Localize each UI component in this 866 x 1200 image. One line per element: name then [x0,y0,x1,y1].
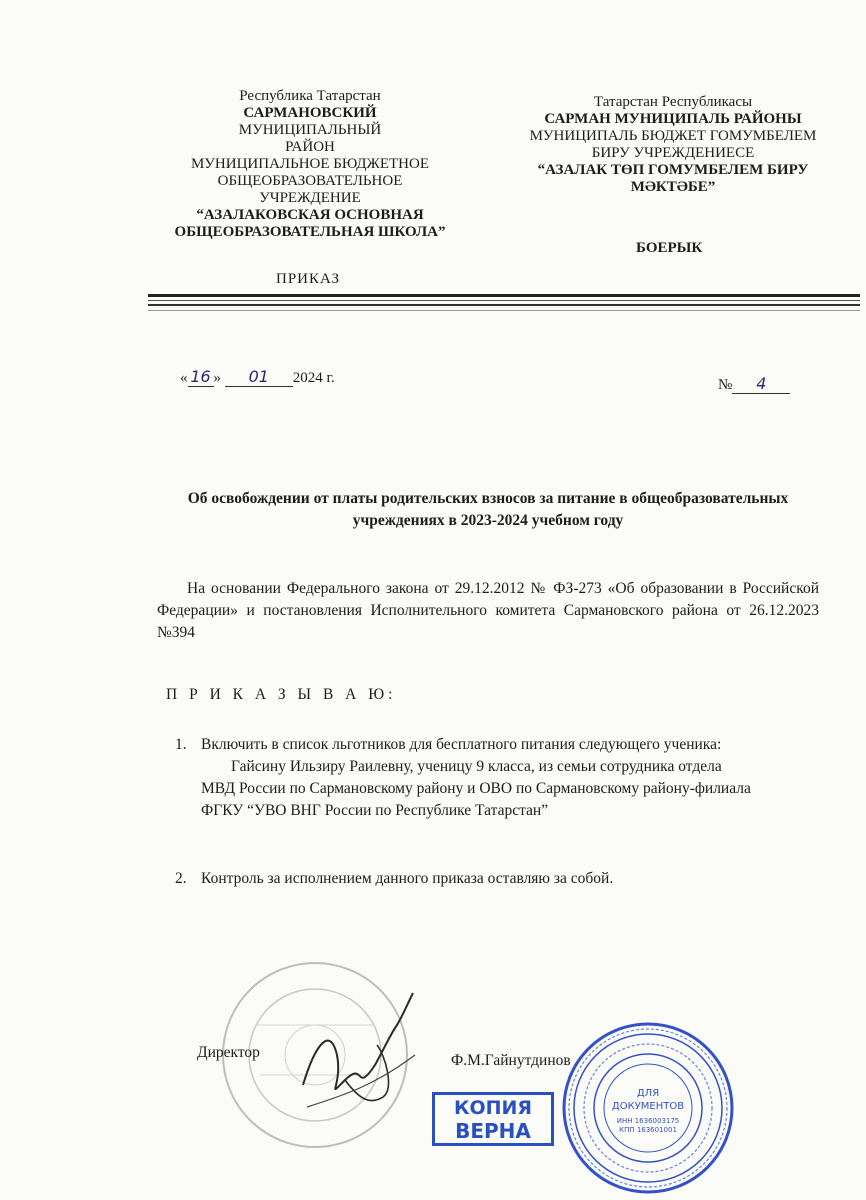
header-divider [148,300,860,301]
signatory-name: Ф.М.Гайнутдинов [451,1052,571,1069]
header-left-line: САРМАНОВСКИЙ [243,105,377,121]
item-detail: Гайсину Ильзиру Раилевну, ученицу 9 класса, из семьи сотрудника отдела [231,758,722,775]
doc-type-tt: БОЕРЫК [636,240,703,256]
header-left-line: Республика Татарстан [239,88,381,104]
date-day: 16 [188,367,214,387]
header-left-line: МУНИЦИПАЛЬНОЕ БЮДЖЕТНОЕ [190,156,430,172]
header-right-line: САРМАН МУНИЦИПАЛЬ РАЙОНЫ [544,111,802,127]
date-year: 2024 г. [292,370,335,386]
item-number: 2. [175,870,187,887]
order-date [180,367,335,387]
header-left-line: ОБЩЕОБРАЗОВАТЕЛЬНОЕ [217,173,403,189]
seal-kpp: КПП 163601001 [619,1126,677,1134]
seal-center-line: ДЛЯ [636,1088,660,1099]
item-text: Включить в список льготников для бесплатного питания следующего ученика: [201,736,722,753]
seal-center-line: ДОКУМЕНТОВ [611,1101,685,1112]
copy-stamp-line: КОПИЯ [453,1097,533,1119]
basis-paragraph: На основании Федерального закона от 29.12.2012 № ФЗ-273 «Об образовании в Российской Федерации» и постановления Исполнительного комитета Сармановского района от 26.12.2023 №394 [157,580,819,641]
date-quote-close: » [213,370,221,386]
order-directive: П Р И К А З Ы В А Ю: [166,686,397,703]
header-left [150,88,470,241]
list-item [175,868,815,890]
date-quote-open: « [180,370,188,386]
number-value: 4 [732,374,790,394]
doc-type-ru: ПРИКАЗ [276,271,340,287]
signatory-role: Директор [197,1044,260,1061]
header-divider [148,304,860,306]
header-left-line: УЧРЕЖДЕНИЕ [259,190,361,206]
item-number: 1. [175,736,187,753]
header-right-line: МӘКТӘБЕ” [630,179,716,195]
header-divider [148,294,860,297]
header-divider [148,310,860,311]
header-left-line: ОБЩЕОБРАЗОВАТЕЛЬНАЯ ШКОЛА” [174,224,446,240]
item-text: Контроль за исполнением данного приказа оставляю за собой. [201,870,614,887]
title-line: учреждениях в 2023-2024 учебном году [352,512,624,529]
header-right-line: “АЗАЛАК ТӨП ГОМУМБЕЛЕМ БИРУ [537,162,809,178]
official-seal-icon [560,1020,736,1196]
header-left-line: “АЗАЛАКОВСКАЯ ОСНОВНАЯ [196,207,424,223]
title-line: Об освобождении от платы родительских взносов за питание в общеобразовательных [187,490,789,507]
list-item [175,734,815,822]
copy-stamp-line: ВЕРНА [455,1119,531,1143]
header-left-line: РАЙОН [285,139,335,155]
number-sign: № [718,377,733,393]
seal-inn: ИНН 1636003175 [616,1117,680,1125]
header-left-line: МУНИЦИПАЛЬНЫЙ [238,122,382,138]
header-right-line: БИРУ УЧРЕЖДЕНИЕСЕ [591,145,755,161]
order-title [150,488,826,532]
item-detail: ФГКУ “УВО ВНГ России по Республике Татарстан” [201,802,549,819]
date-month: 01 [225,367,293,387]
signature-icon [285,985,435,1115]
item-detail: МВД России по Сармановскому району и ОВО по Сармановскому району-филиала [201,780,751,797]
copy-verified-stamp [432,1092,554,1146]
header-right-line: МУНИЦИПАЛЬ БЮДЖЕТ ГОМУМБЕЛЕМ [529,128,817,144]
order-number [718,374,790,394]
header-right [488,94,858,196]
header-right-line: Татарстан Республикасы [593,94,753,110]
